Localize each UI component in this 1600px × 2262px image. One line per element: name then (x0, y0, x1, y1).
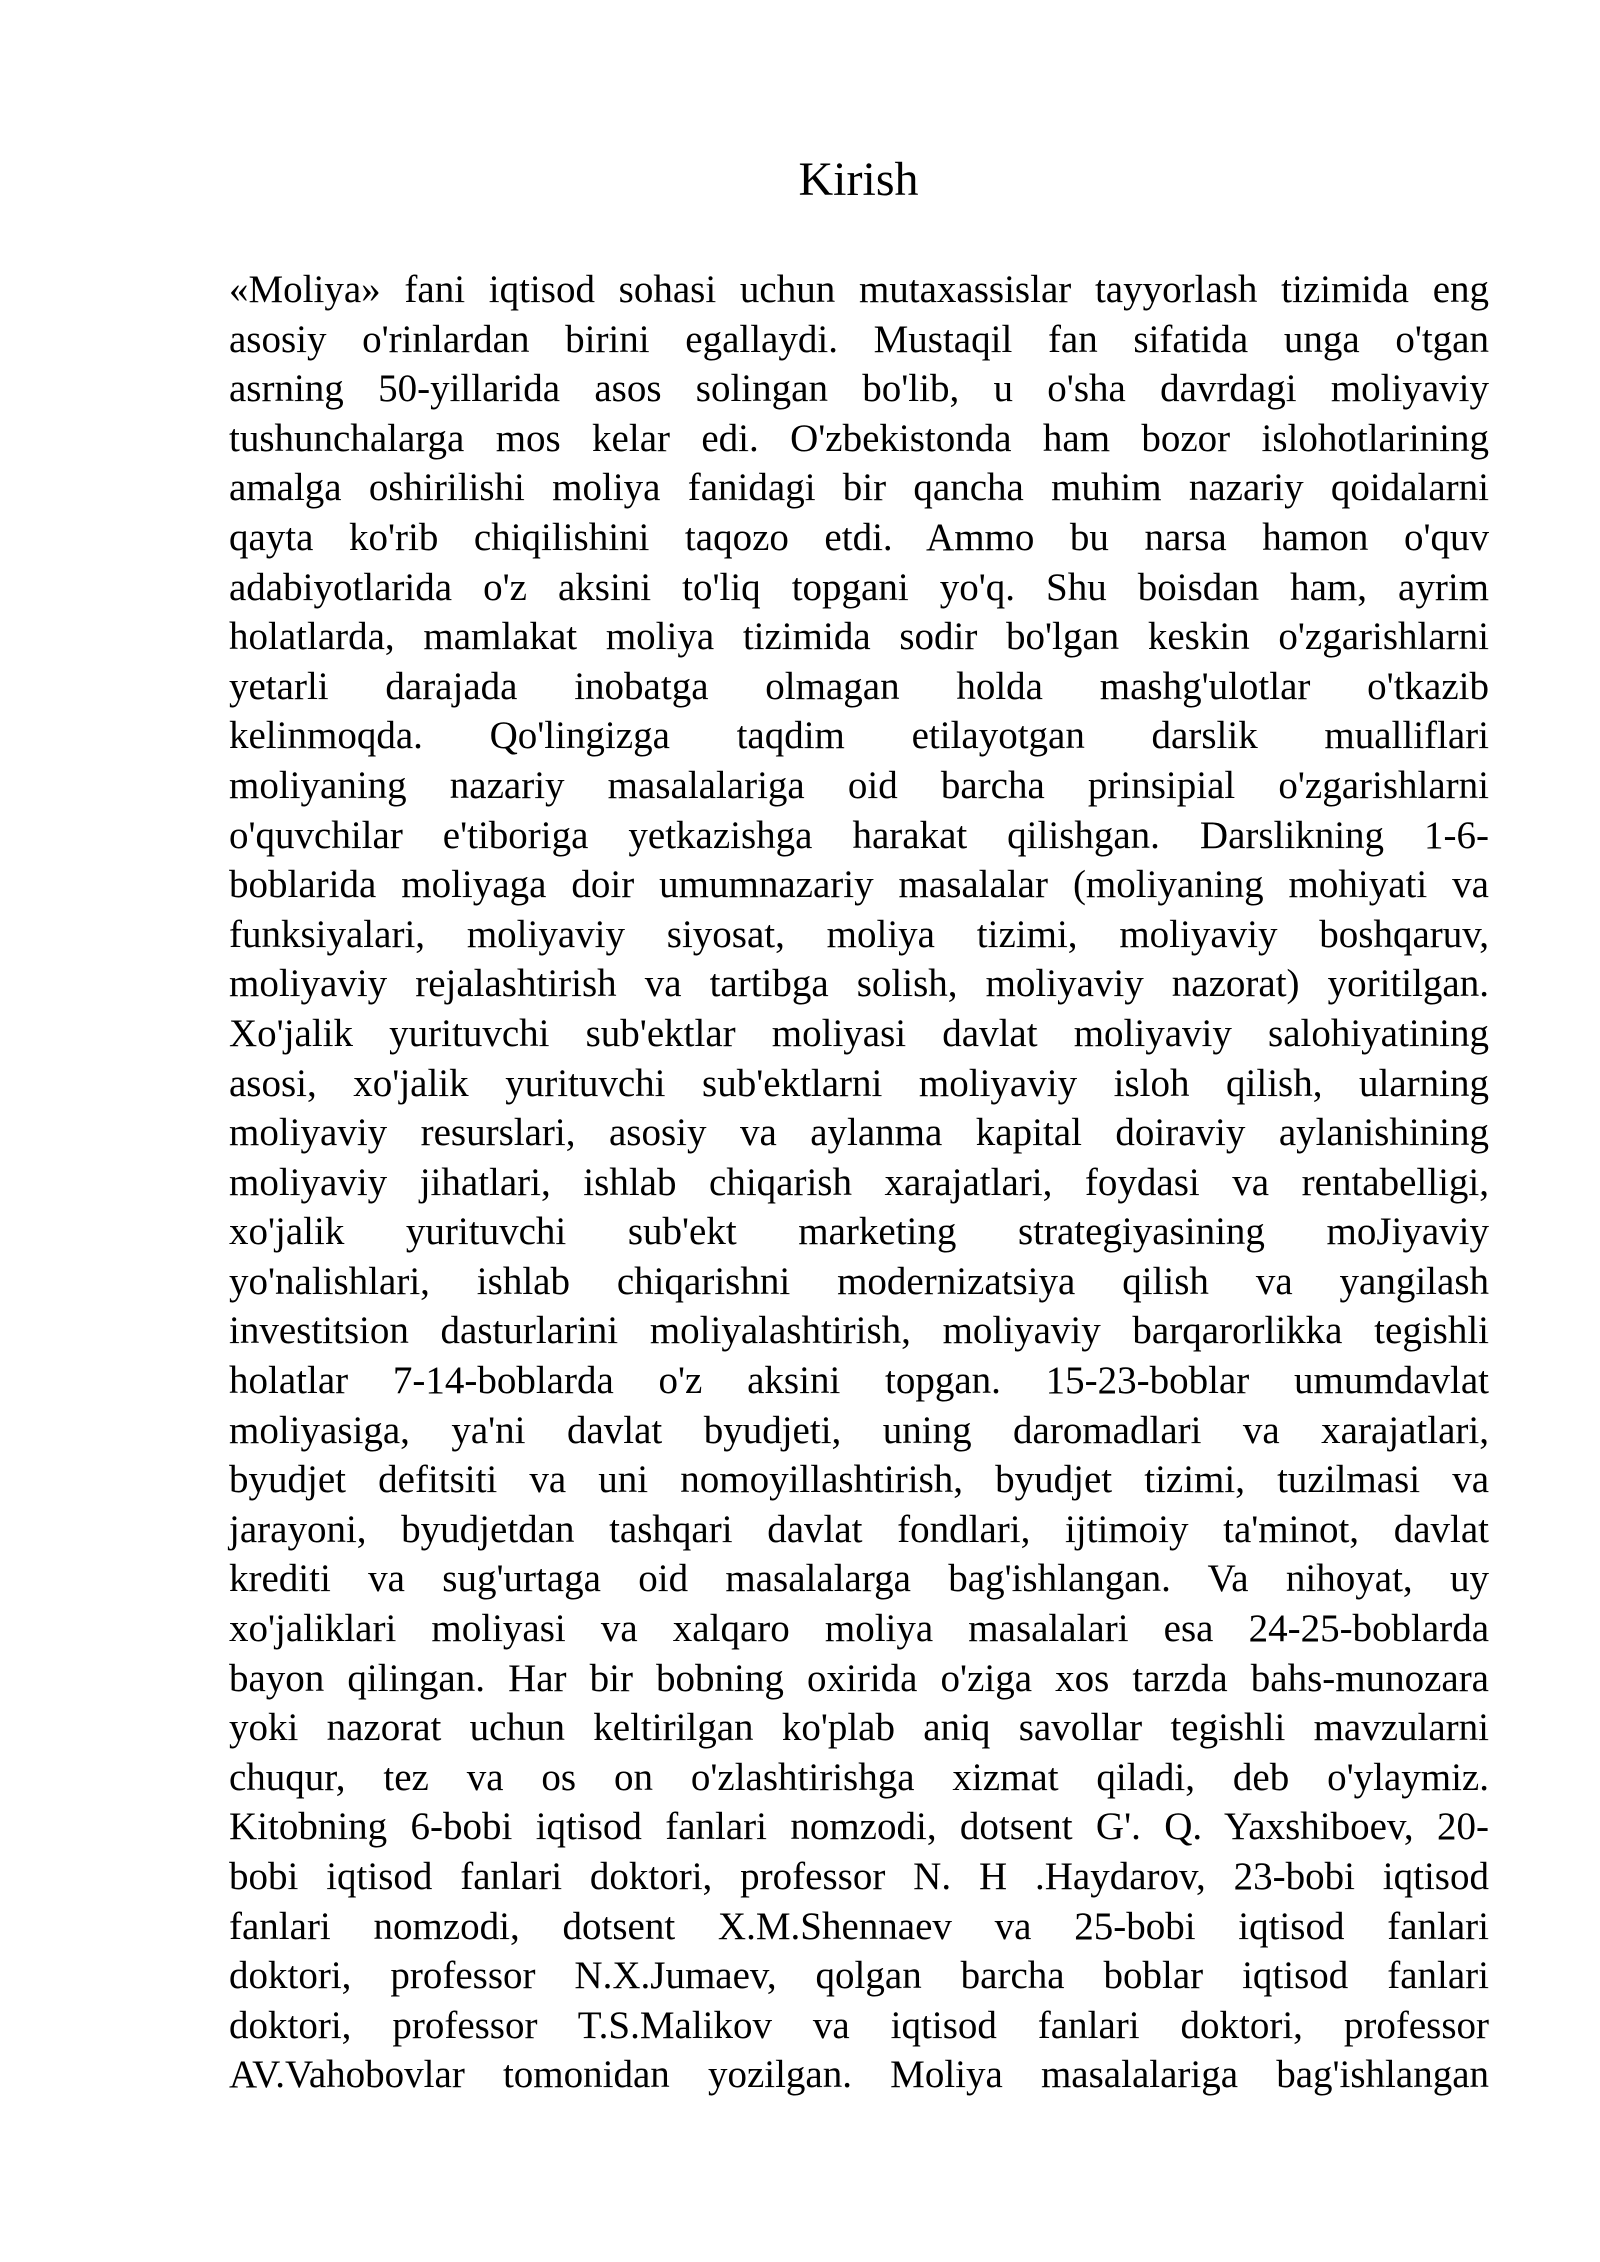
text-line: holatlar 7-14-boblarda o'z aksini topgan. 15-23-boblar umumdavlat (229, 1359, 1489, 1403)
text-line: xo'jalik yurituvchi sub'ekt marketing strategiyasining moJiyaviy (229, 1210, 1489, 1254)
text-line: AV.Vahobovlar tomonidan yozilgan. Moliya masalalariga bag'ishlangan (229, 2053, 1489, 2097)
text-line: kelinmoqda. Qo'lingizga taqdim etilayotgan darslik mualliflari (229, 714, 1489, 758)
text-line: chuqur, tez va os on o'zlashtirishga xizmat qiladi, deb o'ylaymiz. (229, 1755, 1489, 1799)
text-line: Kitobning 6-bobi iqtisod fanlari nomzodi, dotsent G'. Q. Yaxshiboev, 20- (229, 1805, 1489, 1849)
text-line: asosiy o'rinlardan birini egallaydi. Mustaqil fan sifatida unga o'tgan (229, 317, 1489, 361)
text-line: Xo'jalik yurituvchi sub'ektlar moliyasi davlat moliyaviy salohiyatining (229, 1011, 1489, 1055)
text-line: moliyaviy rejalashtirish va tartibga solish, moliyaviy nazorat) yoritilgan. (229, 962, 1489, 1006)
body-paragraph (229, 265, 1489, 2100)
text-line: jarayoni, byudjetdan tashqari davlat fondlari, ijtimoiy ta'minot, davlat (229, 1507, 1489, 1551)
text-line: byudjet defitsiti va uni nomoyillashtirish, byudjet tizimi, tuzilmasi va (229, 1458, 1489, 1502)
text-line: tushunchalarga mos kelar edi. O'zbekistonda ham bozor islohotlarining (229, 416, 1489, 460)
text-line: yo'nalishlari, ishlab chiqarishni modernizatsiya qilish va yangilash (229, 1259, 1489, 1303)
text-line: krediti va sug'urtaga oid masalalarga bag'ishlangan. Va nihoyat, uy (229, 1557, 1489, 1601)
text-line: amalga oshirilishi moliya fanidagi bir qancha muhim nazariy qoidalarni (229, 466, 1489, 510)
text-line: adabiyotlarida o'z aksini to'liq topgani yo'q. Shu boisdan ham, ayrim (229, 565, 1489, 609)
text-line: asosi, xo'jalik yurituvchi sub'ektlarni moliyaviy isloh qilish, ularning (229, 1061, 1489, 1105)
text-line: doktori, professor N.X.Jumaev, qolgan barcha boblar iqtisod fanlari (229, 1954, 1489, 1998)
text-line: boblarida moliyaga doir umumnazariy masalalar (moliyaning mohiyati va (229, 863, 1489, 907)
text-line: o'quvchilar e'tiboriga yetkazishga harakat qilishgan. Darslikning 1-6- (229, 813, 1489, 857)
text-line: bayon qilingan. Har bir bobning oxirida o'ziga xos tarzda bahs-munozara (229, 1656, 1489, 1700)
text-line: moliyasiga, ya'ni davlat byudjeti, uning daromadlari va xarajatlari, (229, 1408, 1489, 1452)
text-line: funksiyalari, moliyaviy siyosat, moliya tizimi, moliyaviy boshqaruv, (229, 912, 1489, 956)
text-line: «Moliya» fani iqtisod sohasi uchun mutaxassislar tayyorlash tizimida eng (229, 268, 1489, 311)
text-line: moliyaning nazariy masalalariga oid barcha prinsipial o'zgarishlarni (229, 763, 1489, 807)
text-line: fanlari nomzodi, dotsent X.M.Shennaev va 25-bobi iqtisod fanlari (229, 1904, 1489, 1948)
text-line: yoki nazorat uchun keltirilgan ko'plab aniq savollar tegishli mavzularni (229, 1706, 1489, 1750)
page-title: Kirish (798, 153, 919, 206)
text-line: xo'jaliklari moliyasi va xalqaro moliya masalalari esa 24-25-boblarda (229, 1607, 1489, 1651)
text-line: holatlarda, mamlakat moliya tizimida sodir bo'lgan keskin o'zgarishlarni (229, 615, 1489, 659)
text-line: asrning 50-yillarida asos solingan bo'lib, u o'sha davrdagi moliyaviy (229, 367, 1489, 411)
text-line: investitsion dasturlarini moliyalashtirish, moliyaviy barqarorlikka tegishli (229, 1309, 1489, 1353)
text-line: moliyaviy jihatlari, ishlab chiqarish xarajatlari, foydasi va rentabelligi, (229, 1160, 1489, 1204)
text-line: moliyaviy resurslari, asosiy va aylanma kapital doiraviy aylanishining (229, 1111, 1489, 1155)
text-line: doktori, professor T.S.Malikov va iqtisod fanlari doktori, professor (229, 2003, 1489, 2047)
text-line: qayta ko'rib chiqilishini taqozo etdi. Ammo bu narsa hamon o'quv (229, 515, 1489, 559)
text-line: bobi iqtisod fanlari doktori, professor N. H .Haydarov, 23-bobi iqtisod (229, 1855, 1489, 1898)
text-line: yetarli darajada inobatga olmagan holda mashg'ulotlar o'tkazib (229, 664, 1489, 708)
